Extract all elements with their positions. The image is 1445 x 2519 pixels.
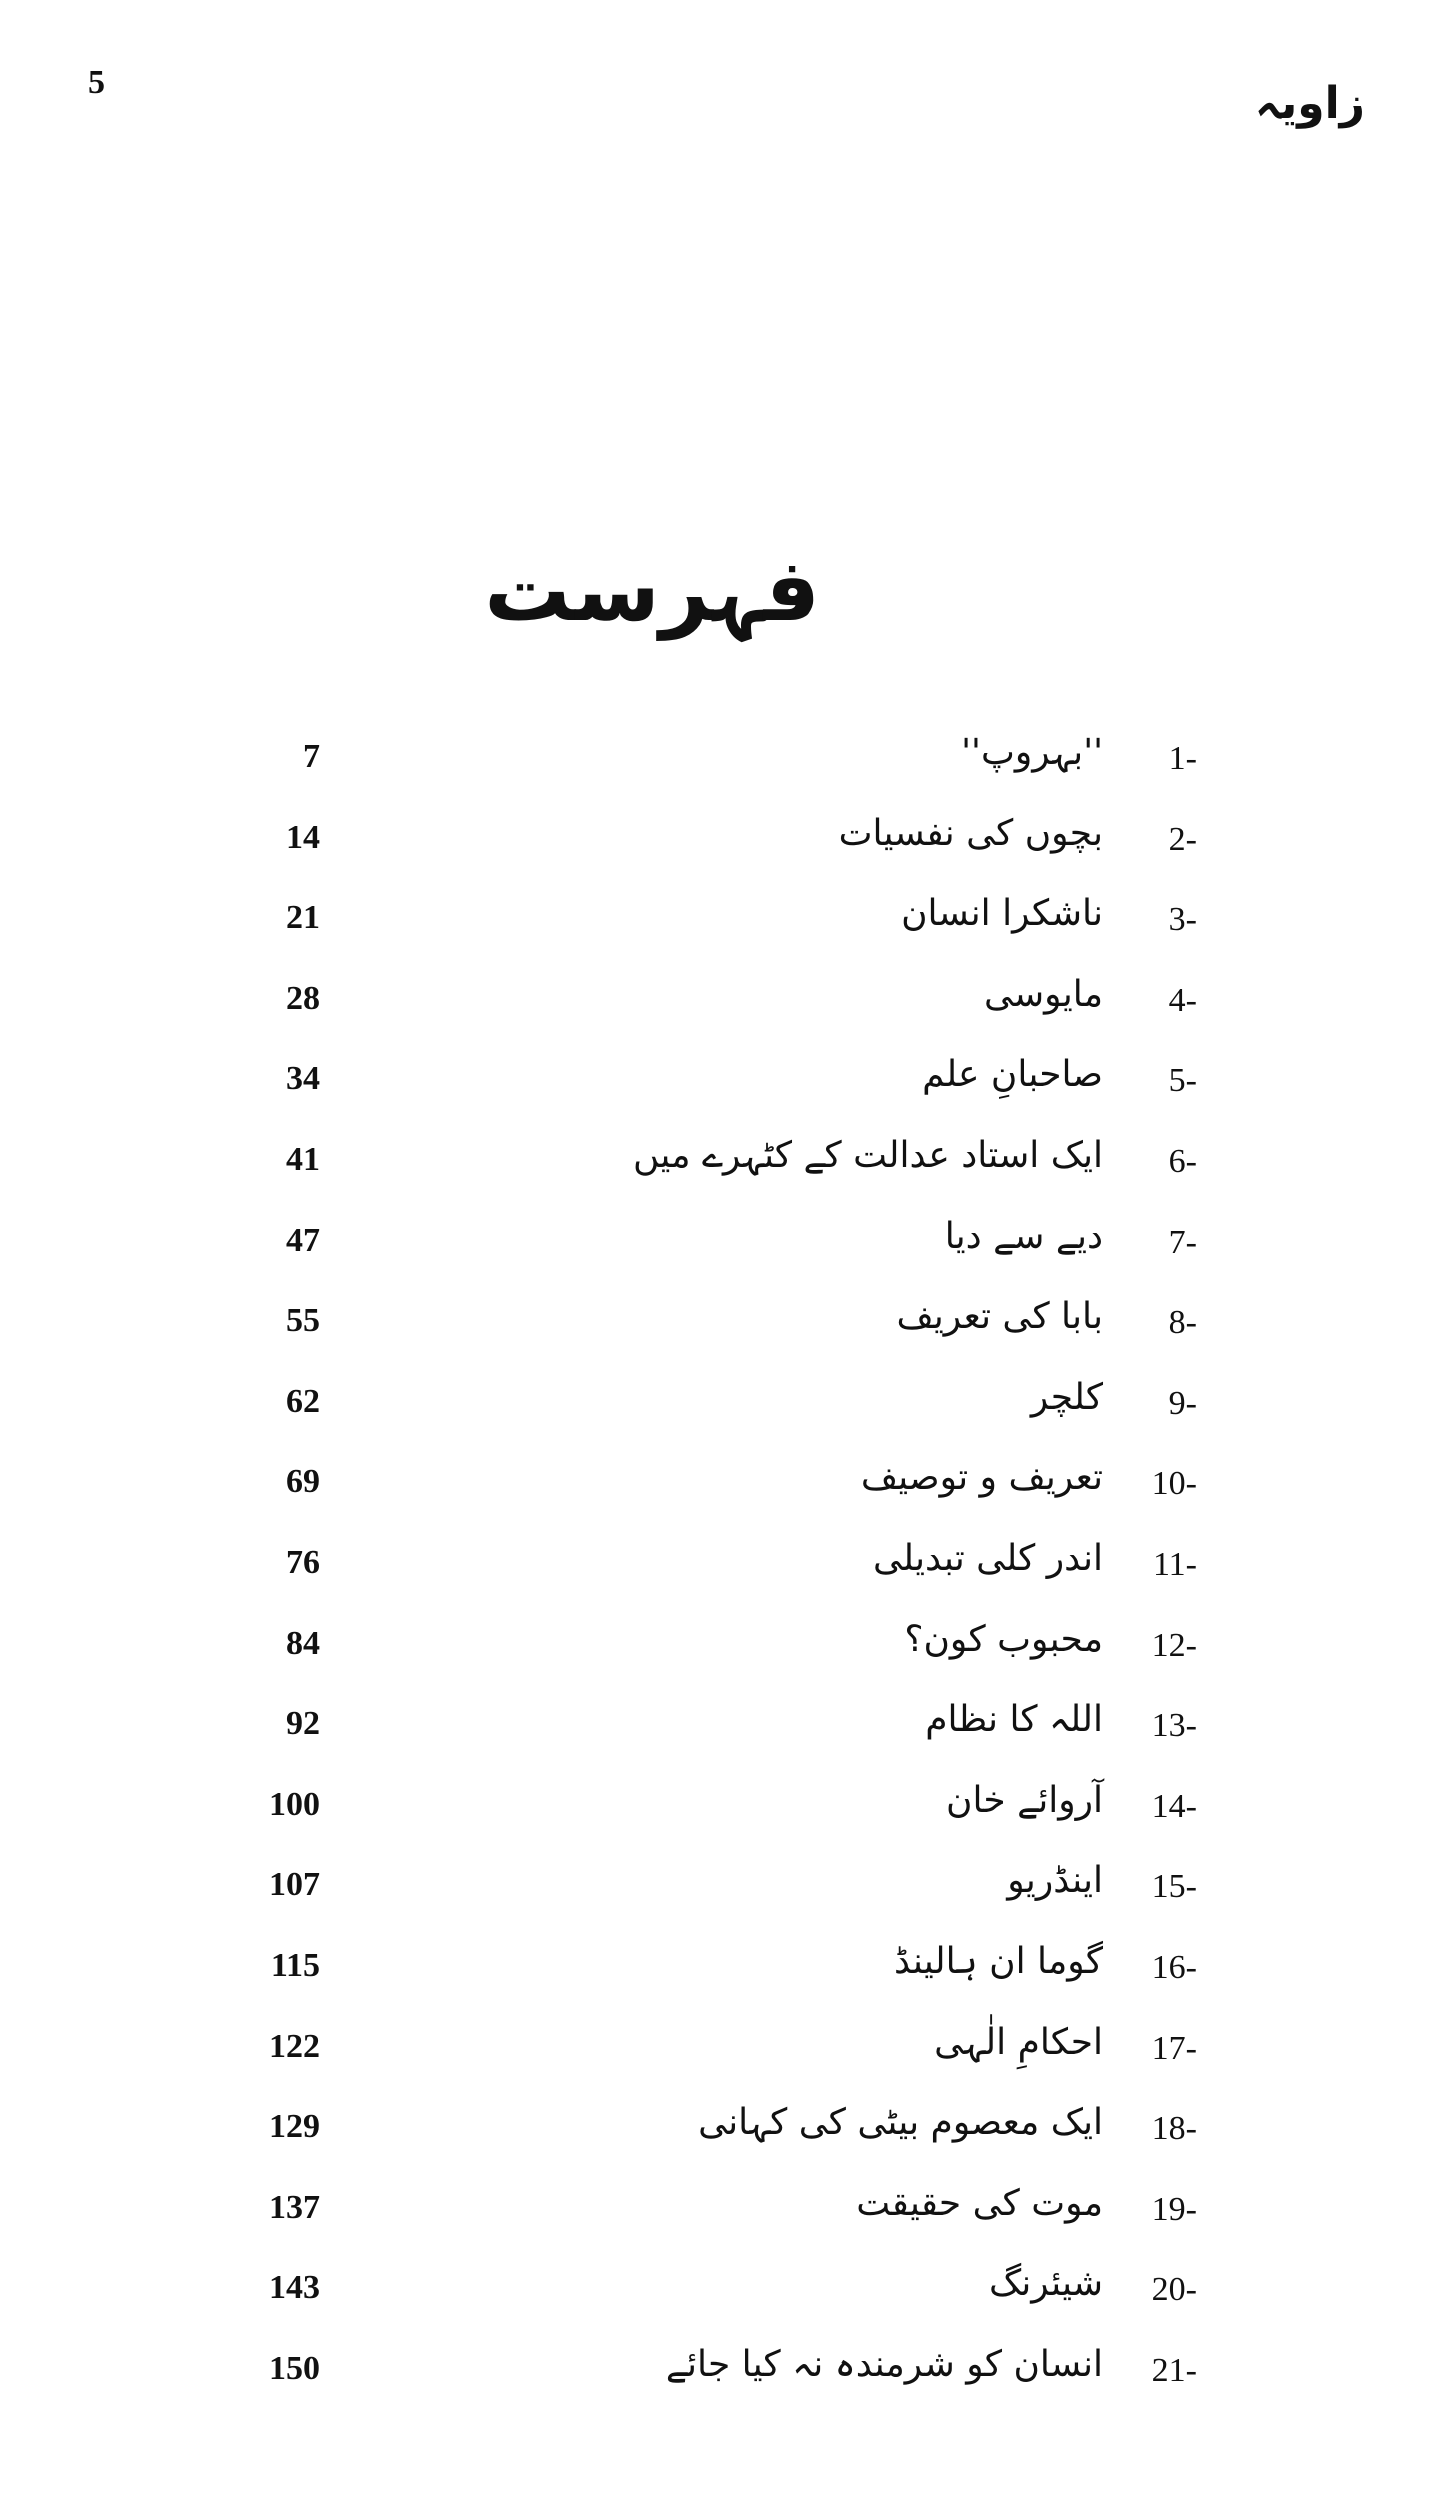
- toc-entry-title: احکامِ الٰہی: [934, 2021, 1103, 2063]
- toc-entry-title: دیے سے دیا: [944, 1215, 1103, 1257]
- toc-entry-page: 7: [303, 738, 320, 775]
- toc-entry-page: 34: [286, 1060, 320, 1098]
- page-number: 5: [88, 64, 105, 101]
- toc-entry: [0, 1856, 1445, 1916]
- toc-entry-page: 122: [269, 2027, 320, 2065]
- toc-entry-title: اللہ کا نظام: [925, 1699, 1103, 1741]
- toc-entry-number: 19-: [1151, 2190, 1197, 2228]
- toc-entry-title: بچوں کی نفسیات: [838, 812, 1103, 854]
- toc-entry: [0, 2259, 1445, 2319]
- toc-entry-title: گوما ان ہالینڈ: [894, 1941, 1103, 1982]
- toc-heading: فہرست: [484, 541, 820, 641]
- toc-entry: [0, 2179, 1445, 2239]
- toc-entry-page: 41: [286, 1141, 320, 1178]
- toc-entry-title: مایوسی: [983, 973, 1103, 1015]
- toc-entry-title: اندر کلی تبدیلی: [873, 1538, 1103, 1579]
- toc-entry-page: 100: [269, 1785, 320, 1823]
- toc-entry: [0, 1695, 1445, 1755]
- toc-entry-title: آروائے خان: [946, 1779, 1103, 1821]
- toc-entry-number: 10-: [1151, 1465, 1197, 1503]
- toc-entry-page: 47: [286, 1221, 320, 1259]
- toc-entry: [0, 2098, 1445, 2158]
- toc-entry-title: موت کی حقیقت: [856, 2182, 1103, 2224]
- toc-entry-number: 9-: [1168, 1384, 1197, 1422]
- toc-entry-number: 6-: [1168, 1143, 1197, 1180]
- toc-entry-number: 14-: [1151, 1787, 1197, 1825]
- toc-entry-number: 21-: [1151, 2352, 1197, 2389]
- toc-entry: [0, 2340, 1445, 2400]
- toc-entry: [0, 1937, 1445, 1997]
- toc-entry-page: 55: [286, 1302, 320, 1340]
- toc-entry-title: اینڈریو: [1007, 1860, 1103, 1902]
- toc-entry-title: ''بہروپ'': [961, 732, 1103, 773]
- toc-entry-number: 18-: [1151, 2110, 1197, 2148]
- toc-entry-number: 4-: [1168, 981, 1197, 1019]
- toc-entry-page: 62: [286, 1382, 320, 1420]
- toc-entry-title: تعریف و توصیف: [860, 1457, 1103, 1499]
- toc-entry-title: ناشکرا انسان: [901, 893, 1103, 935]
- toc-entry-number: 2-: [1168, 820, 1197, 858]
- toc-entry: [0, 889, 1445, 949]
- toc-entry: [0, 809, 1445, 869]
- toc-entry-number: 13-: [1151, 1707, 1197, 1745]
- toc-entry-number: 20-: [1151, 2271, 1197, 2309]
- toc-entry-number: 1-: [1168, 740, 1197, 777]
- toc-entry-number: 17-: [1151, 2029, 1197, 2067]
- toc-entry-page: 150: [269, 2350, 320, 2387]
- toc-entry-title: ایک استاد عدالت کے کٹہرے میں: [632, 1135, 1103, 1176]
- toc-entry-number: 3-: [1168, 901, 1197, 939]
- toc-entry-title: انسان کو شرمندہ نہ کیا جائے: [665, 2344, 1103, 2385]
- toc-entry-page: 21: [286, 899, 320, 937]
- toc-entry-title: کلچر: [1030, 1376, 1103, 1418]
- toc-entry-title: شیئرنگ: [989, 2263, 1103, 2305]
- toc-entry-page: 69: [286, 1463, 320, 1501]
- toc-entry-number: 12-: [1151, 1626, 1197, 1664]
- toc-entry: [0, 1453, 1445, 1513]
- toc-entry-number: 11-: [1152, 1546, 1197, 1583]
- toc-entry-page: 28: [286, 979, 320, 1017]
- toc-entry: [0, 1212, 1445, 1272]
- toc-entry-number: 7-: [1168, 1223, 1197, 1261]
- toc-entry-page: 107: [269, 1866, 320, 1904]
- toc-entry: [0, 2018, 1445, 2078]
- toc-entry-title: بابا کی تعریف: [896, 1296, 1103, 1338]
- book-title: زاویہ: [1254, 78, 1365, 129]
- toc-entry-title: ایک معصوم بیٹی کی کہانی: [698, 2102, 1103, 2144]
- toc-entry-page: 92: [286, 1705, 320, 1743]
- toc-entry-number: 8-: [1168, 1304, 1197, 1342]
- toc-entry-number: 15-: [1151, 1868, 1197, 1906]
- toc-entry-page: 14: [286, 818, 320, 856]
- toc-entry: [0, 728, 1445, 788]
- toc-entry-page: 84: [286, 1624, 320, 1662]
- toc-entry-number: 5-: [1168, 1062, 1197, 1100]
- toc-entry: [0, 1292, 1445, 1352]
- toc-entry-page: 143: [269, 2269, 320, 2307]
- toc-entry-page: 115: [270, 1947, 320, 1984]
- toc-entry: [0, 1615, 1445, 1675]
- toc-entry-page: 129: [269, 2108, 320, 2146]
- toc-entry-number: 16-: [1151, 1949, 1197, 1986]
- toc-entry: [0, 1131, 1445, 1191]
- toc-entry-page: 76: [286, 1544, 320, 1581]
- toc-entry: [0, 1534, 1445, 1594]
- toc-entry: [0, 970, 1445, 1030]
- toc-entry-title: محبوب کون؟: [904, 1618, 1103, 1660]
- toc-entry: [0, 1776, 1445, 1836]
- toc-entry-page: 137: [269, 2188, 320, 2226]
- toc-entry: [0, 1050, 1445, 1110]
- toc-entry-title: صاحبانِ علم: [922, 1054, 1103, 1096]
- toc-entry: [0, 1373, 1445, 1433]
